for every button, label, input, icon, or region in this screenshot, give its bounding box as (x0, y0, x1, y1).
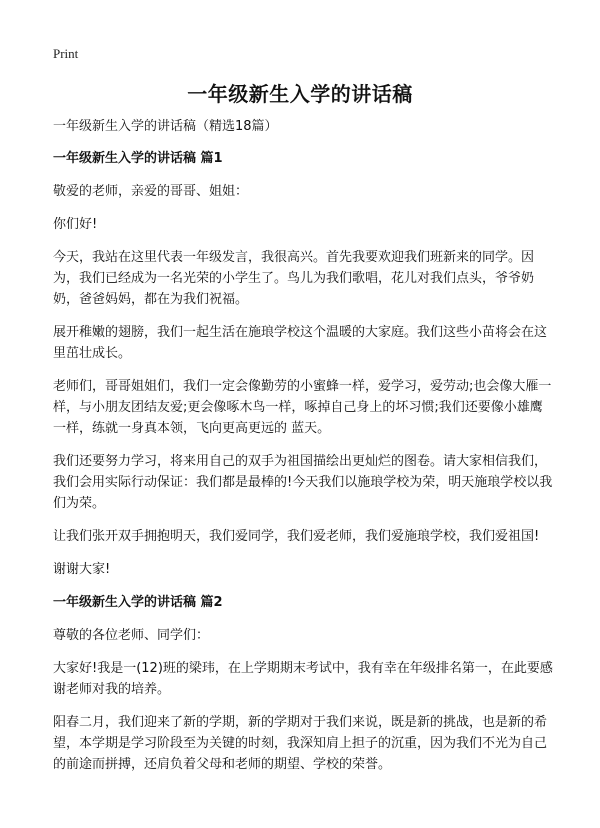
section-1-paragraph: 老师们，哥哥姐姐们，我们一定会像勤劳的小蜜蜂一样，爱学习，爱劳动;也会像大雁一样，与小朋友团结友爱;更会像啄木鸟一样，啄掉自己身上的坏习惯;我们还要像小雄鹰一样，练就一身真本领，飞向更高更远的 蓝天。 (53, 379, 552, 436)
section-2-heading: 一年级新生入学的讲话稿 篇2 (53, 595, 223, 610)
section-2-paragraph: 大家好!我是一(12)班的梁玮，在上学期期末考试中，我有幸在年级排名第一，在此要感谢老师对我的培养。 (53, 661, 553, 697)
section-1-paragraph: 让我们张开双手拥抱明天，我们爱同学，我们爱老师，我们爱施琅学校，我们爱祖国! (53, 529, 540, 544)
section-1-paragraph: 谢谢大家! (53, 562, 111, 577)
section-1-paragraph: 敬爱的老师，亲爱的哥哥、姐姐： (53, 184, 249, 199)
section-1-heading: 一年级新生入学的讲话稿 篇1 (53, 151, 223, 166)
section-1-paragraph: 展开稚嫩的翅膀，我们一起生活在施琅学校这个温暖的大家庭。我们这些小苗将会在这里茁壮成长。 (53, 325, 548, 361)
document-body (53, 116, 553, 787)
print-link[interactable]: Print (53, 46, 79, 61)
section-1-paragraph: 今天，我站在这里代表一年级发言，我很高兴。首先我要欢迎我们班新来的同学。因为，我们已经成为一名光荣的小学生了。鸟儿为我们歌唱，花儿对我们点头，爷爷奶奶，爸爸妈妈，都在为我们祝福。 (53, 250, 535, 307)
section-1-paragraph: 我们还要努力学习，将来用自己的双手为祖国描绘出更灿烂的图卷。请大家相信我们，我们会用实际行动保证：我们都是最棒的!今天我们以施琅学校为荣，明天施琅学校以我们为荣。 (53, 454, 553, 511)
section-2-paragraph: 阳春二月，我们迎来了新的学期，新的学期对于我们来说，既是新的挑战，也是新的希望，本学期是学习阶段至为关键的时刻，我深知肩上担子的沉重，因为我们不光为自己的前途而拼搏，还肩负着父母和老师的期望、学校的荣誉。 (53, 715, 548, 772)
document-title: 一年级新生入学的讲话稿 (187, 82, 413, 106)
section-2-paragraph: 尊敬的各位老师、同学们： (53, 628, 210, 643)
document-subtitle: 一年级新生入学的讲话稿（精选18篇） (53, 119, 278, 134)
section-1-paragraph: 你们好! (53, 217, 98, 232)
